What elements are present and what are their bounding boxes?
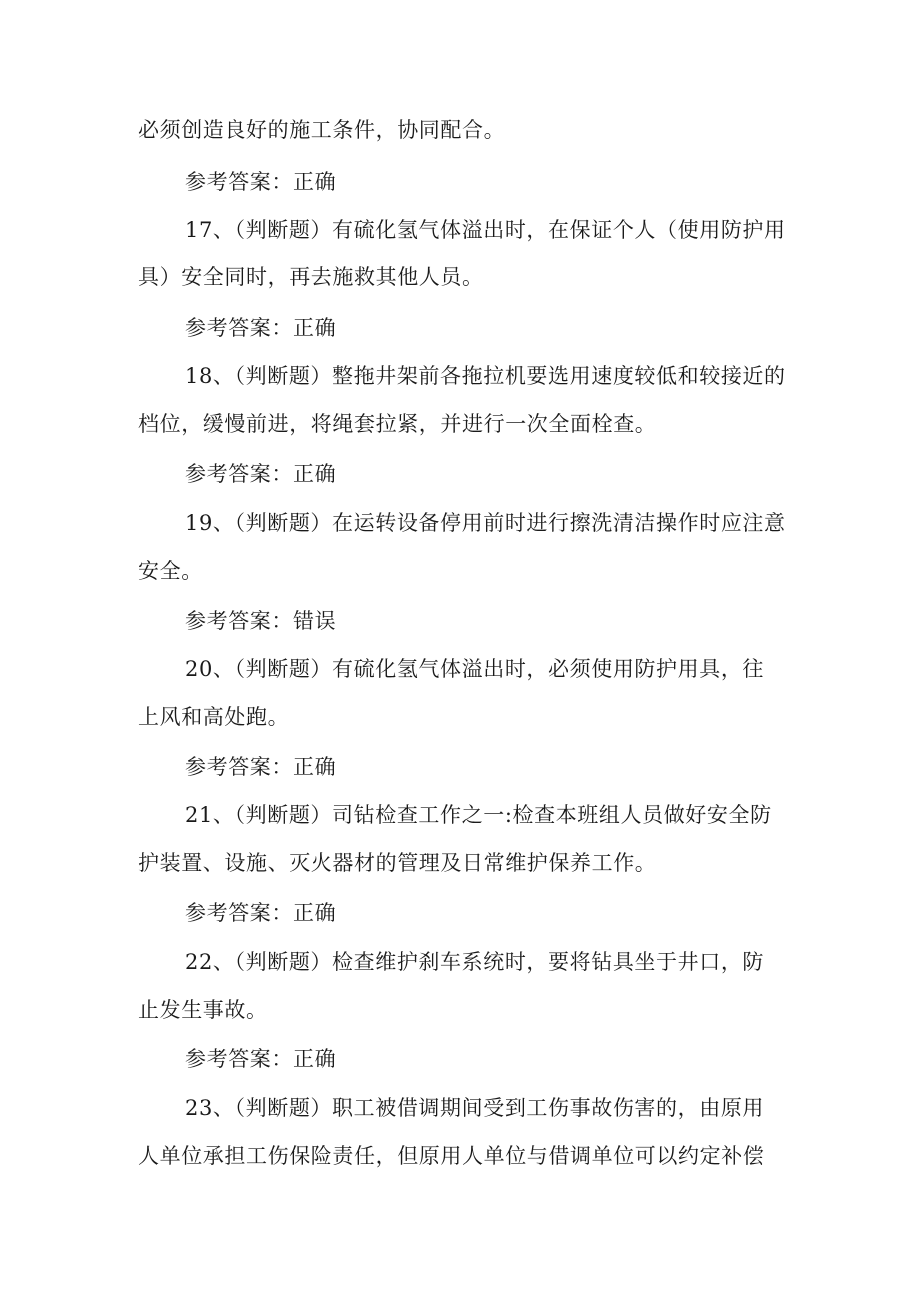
answer-line-19 [185,607,336,635]
question-text: 检查维护刹车系统时，要将钻具坐于井口，防 [332,950,765,974]
question-type: （判断题） [234,511,333,535]
question-type: （判断题） [234,218,333,242]
answer-line-20 [185,753,336,781]
question-text: 有硫化氢气体溢出时，必须使用防护用具，往 [332,657,765,681]
answer-value: 错误 [293,609,337,633]
answer-value: 正确 [293,170,337,194]
question-23-line1 [185,1094,764,1122]
question-19-line1 [185,509,786,537]
question-number: 22、 [185,950,235,974]
question-text: 整拖井架前各拖拉机要选用速度较低和较接近的 [332,364,786,388]
question-type: （判断题） [234,803,333,827]
question-18-line2: 档位，缓慢前进，将绳套拉紧，并进行一次全面栓查。 [138,412,657,436]
question-number: 20、 [185,657,235,681]
question-text: 司钻检查工作之一:检查本班组人员做好安全防 [332,803,772,827]
question-type: （判断题） [234,657,333,681]
answer-prefix: 参考答案： [185,901,293,925]
question-17-line1 [185,216,786,244]
answer-value: 正确 [293,316,337,340]
question-text: 有硫化氢气体溢出时，在保证个人（使用防护用 [332,218,786,242]
question-17-line2: 具）安全同时，再去施救其他人员。 [138,265,484,289]
question-type: （判断题） [234,950,333,974]
question-text: 在运转设备停用前时进行擦洗清洁操作时应注意 [332,511,786,535]
question-18-line1 [185,362,786,390]
question-number: 19、 [185,511,235,535]
question-21-line1 [185,801,772,829]
question-22-line1 [185,948,764,976]
answer-prefix: 参考答案： [185,316,293,340]
question-number: 17、 [185,218,235,242]
question-type: （判断题） [234,364,333,388]
answer-value: 正确 [293,755,337,779]
answer-line-16 [185,168,336,196]
answer-value: 正确 [293,1047,337,1071]
continuation-text: 必须创造良好的施工条件，协同配合。 [138,118,506,142]
answer-line-22 [185,1045,336,1073]
question-number: 18、 [185,364,235,388]
answer-prefix: 参考答案： [185,170,293,194]
answer-prefix: 参考答案： [185,609,293,633]
answer-value: 正确 [293,901,337,925]
question-21-line2: 护装置、设施、灭火器材的管理及日常维护保养工作。 [138,851,657,875]
answer-value: 正确 [293,462,337,486]
question-number: 23、 [185,1096,235,1120]
question-23-line2: 人单位承担工伤保险责任，但原用人单位与借调单位可以约定补偿 [138,1144,765,1168]
question-text: 职工被借调期间受到工伤事故伤害的，由原用 [332,1096,765,1120]
question-type: （判断题） [234,1096,333,1120]
answer-line-18 [185,460,336,488]
answer-line-17 [185,314,336,342]
question-20-line1 [185,655,764,683]
question-22-line2: 止发生事故。 [138,998,268,1022]
question-number: 21、 [185,803,235,827]
answer-line-21 [185,899,336,927]
question-19-line2: 安全。 [138,559,203,583]
answer-prefix: 参考答案： [185,1047,293,1071]
answer-prefix: 参考答案： [185,755,293,779]
question-20-line2: 上风和高处跑。 [138,705,290,729]
answer-prefix: 参考答案： [185,462,293,486]
